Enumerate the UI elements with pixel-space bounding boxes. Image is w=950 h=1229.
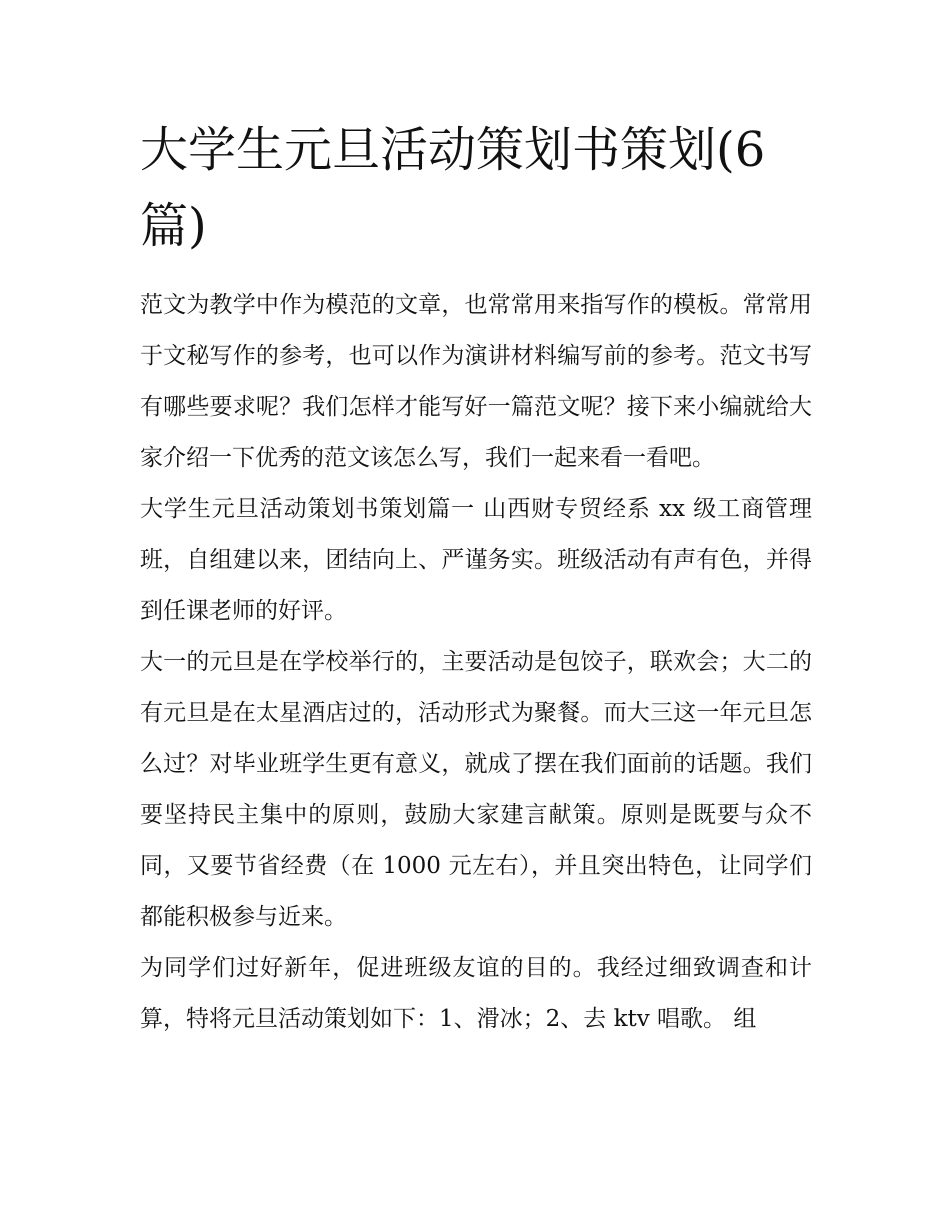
paragraph-part-one: 大学生元旦活动策划书策划篇一 山西财专贸经系 xx 级工商管理班，自组建以来，团结向上、严谨务实。班级活动有声有色，并得到任课老师的好评。	[140, 496, 812, 624]
paragraph-history: 大一的元旦是在学校举行的，主要活动是包饺子，联欢会；大二的有元旦是在太星酒店过的，活动形式为聚餐。而大三这一年元旦怎么过？对毕业班学生更有意义，就成了摆在我们面前的话题。我们要坚持民主集中的原则，鼓励大家建言献策。原则是既要与众不同，又要节省经费（在 1000 元左右），并且突出特色，让同学们都能积极参与近来。	[140, 649, 812, 930]
page-title: 大学生元旦活动策划书策划(6篇)	[140, 122, 766, 254]
paragraph-plan: 为同学们过好新年，促进班级友谊的目的。我经过细致调查和计算，特将元旦活动策划如下：1、滑冰；2、去 ktv 唱歌。 组	[140, 955, 812, 1032]
document-body	[140, 280, 812, 1045]
paragraph-intro: 范文为教学中作为模范的文章，也常常用来指写作的模板。常常用于文秘写作的参考，也可以作为演讲材料编写前的参考。范文书写有哪些要求呢？我们怎样才能写好一篇范文呢？接下来小编就给大家介绍一下优秀的范文该怎么写，我们一起来看一看吧。	[140, 292, 812, 471]
